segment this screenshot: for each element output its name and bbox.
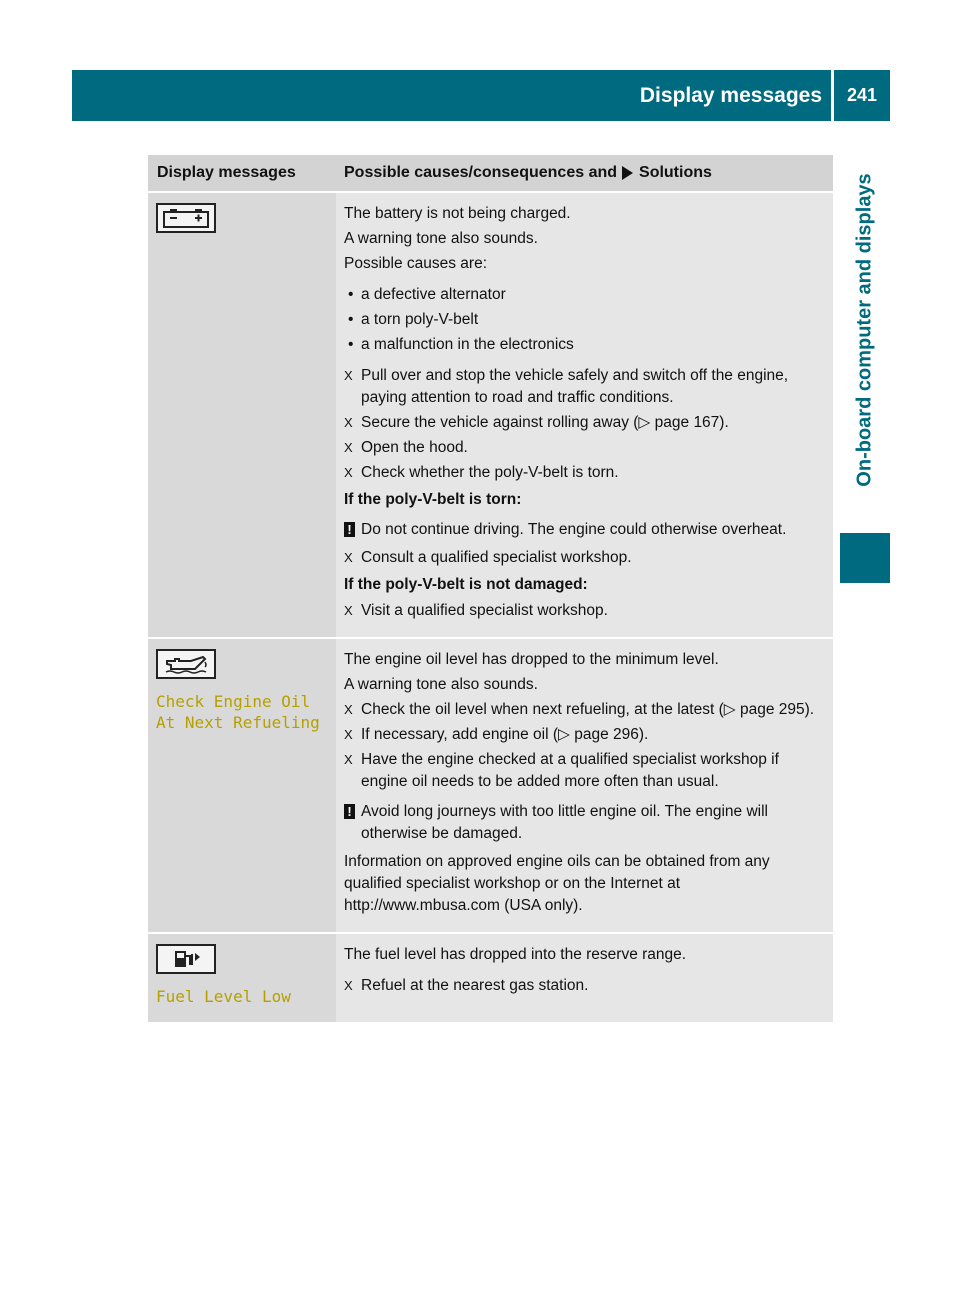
instruction-step: X Open the hood. bbox=[344, 439, 468, 456]
arrow-right-icon bbox=[622, 166, 633, 180]
warning-note: ! Avoid long journeys with too little engine oil. The engine will otherwise be damaged. bbox=[344, 801, 827, 845]
warning-icon: ! bbox=[344, 804, 355, 819]
table-row bbox=[148, 637, 833, 932]
list-item: • a defective alternator bbox=[348, 286, 506, 303]
table-header bbox=[148, 155, 833, 191]
oil-can-icon bbox=[156, 649, 216, 679]
solutions-cell: The engine oil level has dropped to the minimum level. A warning tone also sounds. X Check the oil level when next refueling, at the latest (▷ page 295). X If necessary, add engine oil (▷ page 296). X Have the engine checked at a qualified specialist workshop if engine oil needs to be added more often than usual. ! Avoid long journeys with too little engine oil. The engine will otherwise be damaged. Information on approved engine oils can be obtained from any qualified specialist workshop or on the Internet at http://www.mbusa.com (USA only). bbox=[336, 639, 833, 932]
instruction-step: X Refuel at the nearest gas station. bbox=[344, 977, 589, 994]
page-header bbox=[72, 70, 890, 121]
display-message-text: Fuel Level Low bbox=[156, 987, 291, 1006]
display-message-cell bbox=[148, 639, 336, 932]
instruction-step: X Consult a qualified specialist workshop. bbox=[344, 549, 632, 566]
instruction-step: X Visit a qualified specialist workshop. bbox=[344, 602, 608, 619]
chapter-marker bbox=[840, 533, 890, 583]
list-item: • a torn poly-V-belt bbox=[348, 311, 479, 328]
chapter-label: On-board computer and displays bbox=[853, 173, 876, 487]
warning-icon: ! bbox=[344, 522, 355, 537]
table-row bbox=[148, 191, 833, 637]
display-messages-table bbox=[148, 155, 833, 1022]
condition-heading: If the poly-V-belt is not damaged: bbox=[344, 576, 588, 593]
instruction-step: X Have the engine checked at a qualified specialist workshop if engine oil needs to be added more often than usual. bbox=[344, 751, 779, 790]
fuel-pump-icon bbox=[156, 944, 216, 974]
instruction-step: X Check whether the poly-V-belt is torn. bbox=[344, 464, 619, 481]
chapter-side-tab bbox=[840, 125, 890, 535]
condition-heading: If the poly-V-belt is torn: bbox=[344, 491, 522, 508]
col-display-messages: Display messages bbox=[157, 164, 296, 181]
battery-icon bbox=[156, 203, 216, 233]
solutions-cell: The fuel level has dropped into the reserve range. X Refuel at the nearest gas station. bbox=[336, 934, 833, 1022]
instruction-step: X Pull over and stop the vehicle safely and switch off the engine, paying attention to road and traffic conditions. bbox=[344, 367, 789, 406]
display-message-text: Check Engine Oil At Next Refueling bbox=[156, 692, 320, 732]
display-message-cell bbox=[148, 193, 336, 637]
col-causes-solutions: Possible causes/consequences and Solutions bbox=[344, 164, 712, 181]
solutions-cell: The battery is not being charged. A warning tone also sounds. Possible causes are: • a defective alternator • a torn poly-V-belt • a malfunction in the electronics X Pull over and stop the vehicle safely and switch off the engine, paying attention to road and traffic conditions. X Secure the vehicle against rolling away (▷ page 167). X Open the hood. X Check whether the poly-V-belt is torn. If the poly-V-belt is torn: ! Do not continue driving. The engine could otherwise overheat. X Consult a qualified specialist workshop. If the poly-V-belt is not damaged: X Visit a qualified specialist workshop. bbox=[336, 193, 833, 637]
list-item: • a malfunction in the electronics bbox=[348, 336, 574, 353]
page-number: 241 bbox=[846, 85, 878, 105]
display-message-cell bbox=[148, 934, 336, 1022]
section-title: Display messages bbox=[639, 84, 822, 107]
instruction-step: X Check the oil level when next refueling, at the latest (▷ page 295). bbox=[344, 701, 815, 718]
warning-note: ! Do not continue driving. The engine could otherwise overheat. bbox=[344, 519, 827, 541]
instruction-step: X If necessary, add engine oil (▷ page 296). bbox=[344, 726, 649, 743]
table-row bbox=[148, 932, 833, 1022]
instruction-step: X Secure the vehicle against rolling away (▷ page 167). bbox=[344, 414, 729, 431]
